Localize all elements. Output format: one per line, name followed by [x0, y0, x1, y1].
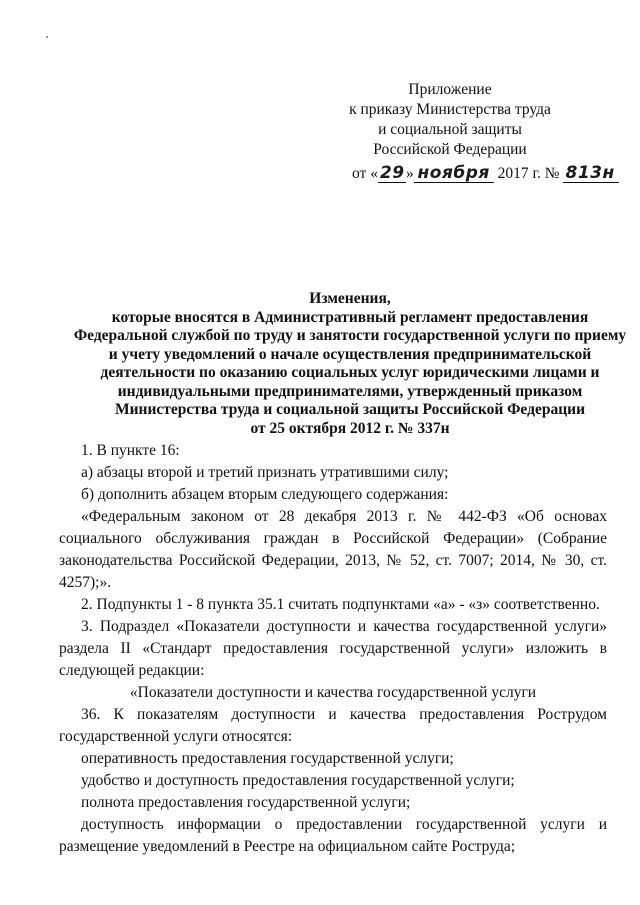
order-day-handwritten: 29	[379, 163, 405, 183]
scan-speck	[46, 36, 48, 38]
subsection-heading: «Показатели доступности и качества государственной услуги	[129, 684, 537, 701]
document-title	[70, 290, 630, 438]
paragraph: «Федеральным законом от 28 декабря 2013 г. № 442-ФЗ «Об основах социального обслуживания граждан в Российской Федерации» (Собрание законодательства Российской Федерации, 2013, № 52, ст. 7007; 2014, № 30, ст. 4257);».	[59, 508, 607, 591]
title-line: от 25 октября 2012 г. № 337н	[250, 419, 450, 437]
order-number-handwritten: 813н	[563, 164, 619, 183]
appendix-line: к приказу Министерства труда	[349, 101, 551, 118]
paragraph: удобство и доступность предоставления государственной услуги;	[81, 772, 515, 789]
order-date-number	[352, 163, 615, 185]
title-line: деятельности по оказанию социальных услуг юридическими лицами и	[100, 364, 600, 381]
title-heading: Изменения,	[309, 290, 391, 307]
paragraph: оперативность предоставления государственной услуги;	[81, 750, 454, 767]
order-year: 2017 г. №	[497, 165, 560, 182]
paragraph: 36. К показателям доступности и качества предоставления Рострудом государственной услуги относятся:	[59, 706, 607, 745]
paragraph: доступность информации о предоставлении государственной услуги и размещение уведомлений в Реестре на официальном сайте Роструда;	[59, 816, 607, 855]
order-month-handwritten: ноября	[414, 164, 494, 183]
title-line: Министерства труда и социальной защиты Российской Федерации	[115, 401, 585, 418]
title-line: Федеральной службой по труду и занятости государственной услуги по приему	[73, 327, 627, 344]
paragraph: 2. Подпункты 1 - 8 пункта 35.1 считать подпунктами «а» - «з» соответственно.	[81, 596, 600, 613]
title-line: и учету уведомлений о начале осуществления предпринимательской	[108, 345, 592, 363]
paragraph: 1. В пункте 16:	[81, 442, 180, 459]
appendix-line: Приложение	[408, 81, 492, 98]
document-body	[59, 440, 607, 858]
paragraph: а) абзацы второй и третий признать утратившими силу;	[81, 464, 449, 481]
appendix-line: и социальной защиты	[378, 121, 522, 138]
order-quote-close: »	[405, 165, 414, 182]
title-line: индивидуальными предпринимателями, утвержденный приказом	[117, 382, 583, 400]
appendix-line: Российской Федерации	[373, 141, 527, 158]
paragraph: 3. Подраздел «Показатели доступности и качества государственной услуги» раздела II «Стандарт предоставления государственной услуги» изложить в следующей редакции:	[59, 618, 607, 679]
order-prefix: от «	[352, 165, 378, 182]
paragraph: полнота предоставления государственной услуги;	[81, 794, 411, 811]
appendix-block	[300, 80, 600, 160]
title-line: которые вносятся в Административный регламент предоставления	[111, 308, 589, 326]
paragraph: б) дополнить абзацем вторым следующего содержания:	[81, 486, 449, 503]
